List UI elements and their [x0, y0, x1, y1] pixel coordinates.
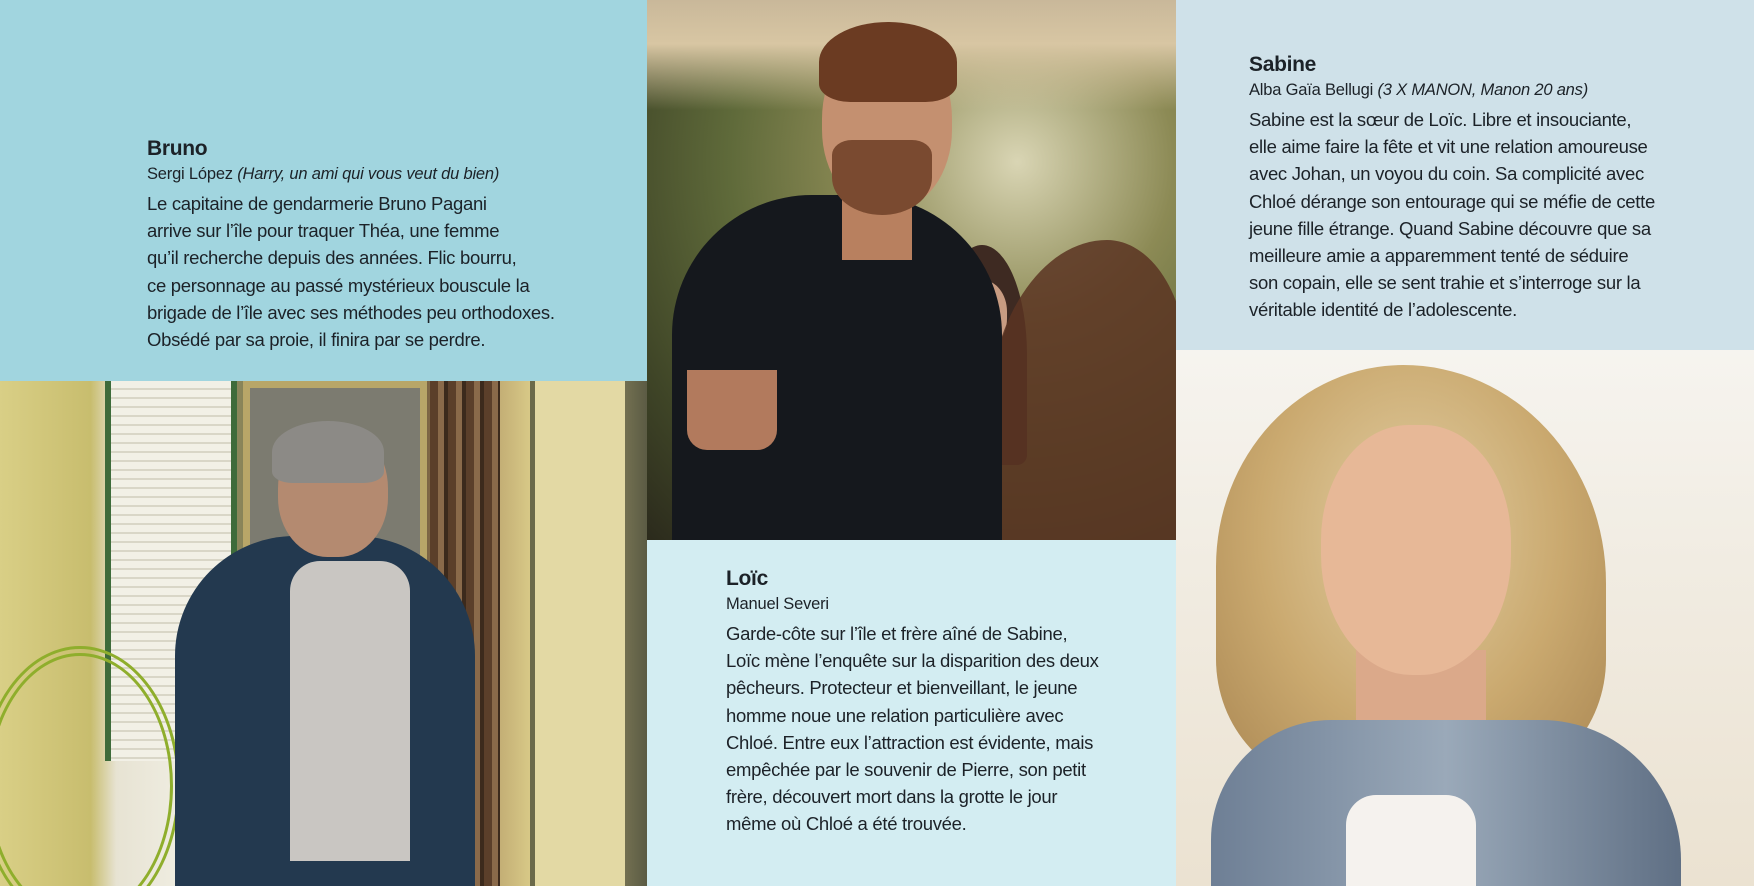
bruno-credits: (Harry, un ami qui vous veut du bien) — [237, 165, 500, 183]
bruno-description-line: Obsédé par sa proie, il finira par se perdre. — [147, 329, 486, 351]
sabine-description — [1249, 106, 1719, 324]
loic-description — [726, 620, 1146, 838]
sabine-bio-panel — [1176, 0, 1754, 350]
bruno-bio — [147, 136, 637, 353]
loic-figure-shirt — [672, 195, 1002, 540]
sabine-description-line: elle aime faire la fête et vit une relation amoureuse — [1249, 136, 1648, 158]
bruno-name: Bruno — [147, 137, 208, 160]
bruno-photo — [0, 381, 647, 886]
loic-description-line: Chloé. Entre eux l’attraction est évidente, mais — [726, 731, 1094, 753]
bruno-actor: Sergi López — [147, 165, 233, 183]
bruno-description-line: brigade de l’île avec ses méthodes peu orthodoxes. — [147, 301, 555, 323]
sabine-description-line: véritable identité de l’adolescente. — [1249, 299, 1517, 321]
loic-description-line: Garde-côte sur l’île et frère aîné de Sabine, — [726, 623, 1068, 644]
sabine-bio — [1249, 52, 1719, 324]
bruno-description-line: ce personnage au passé mystérieux bouscule la — [147, 274, 530, 296]
loic-description-line: homme noue une relation particulière avec — [726, 704, 1064, 726]
loic-bio-panel — [647, 540, 1176, 886]
loic-photo — [647, 0, 1176, 540]
sabine-figure-shirt — [1346, 795, 1476, 886]
bruno-description — [147, 190, 637, 353]
loic-description-line: pêcheurs. Protecteur et bienveillant, le jeune — [726, 677, 1078, 699]
sabine-name: Sabine — [1249, 53, 1317, 76]
bruno-figure-hair — [272, 421, 384, 483]
caravan-door — [530, 381, 625, 886]
sabine-photo — [1176, 350, 1754, 886]
sabine-description-line: jeune fille étrange. Quand Sabine découvre que sa — [1249, 217, 1651, 239]
sabine-actor: Alba Gaïa Bellugi — [1249, 81, 1374, 99]
loic-figure-beard — [832, 140, 932, 215]
loic-description-line: Loïc mène l’enquête sur la disparition des deux — [726, 650, 1099, 672]
sabine-description-line: Chloé dérange son entourage qui se méfie de cette — [1249, 190, 1655, 212]
sabine-figure-face — [1321, 425, 1511, 675]
loic-description-line: même où Chloé a été trouvée. — [726, 813, 967, 835]
loic-bio — [726, 566, 1146, 838]
loic-name: Loïc — [726, 567, 768, 590]
sabine-actor-line — [1249, 78, 1719, 102]
sabine-description-line: avec Johan, un voyou du coin. Sa complicité avec — [1249, 163, 1644, 185]
loic-figure-arm — [687, 370, 777, 450]
sabine-credits: (3 X MANON, Manon 20 ans) — [1377, 81, 1588, 99]
loic-actor: Manuel Severi — [726, 595, 829, 613]
loic-description-line: frère, découvert mort dans la grotte le jour — [726, 786, 1058, 808]
bruno-description-line: Le capitaine de gendarmerie Bruno Pagani — [147, 193, 487, 214]
bruno-bio-panel — [0, 0, 647, 381]
sabine-description-line: Sabine est la sœur de Loïc. Libre et insouciante, — [1249, 109, 1632, 130]
bruno-actor-line — [147, 162, 637, 186]
sabine-description-line: son copain, elle se sent trahie et s’interroge sur la — [1249, 272, 1641, 294]
bruno-description-line: qu’il recherche depuis des années. Flic bourru, — [147, 247, 517, 269]
sabine-description-line: meilleure amie a apparemment tenté de séduire — [1249, 245, 1629, 267]
loic-description-line: empêchée par le souvenir de Pierre, son petit — [726, 759, 1086, 781]
loic-figure-hair — [819, 22, 957, 102]
bruno-figure-shirt — [290, 561, 410, 861]
bruno-description-line: arrive sur l’île pour traquer Théa, une femme — [147, 220, 500, 242]
